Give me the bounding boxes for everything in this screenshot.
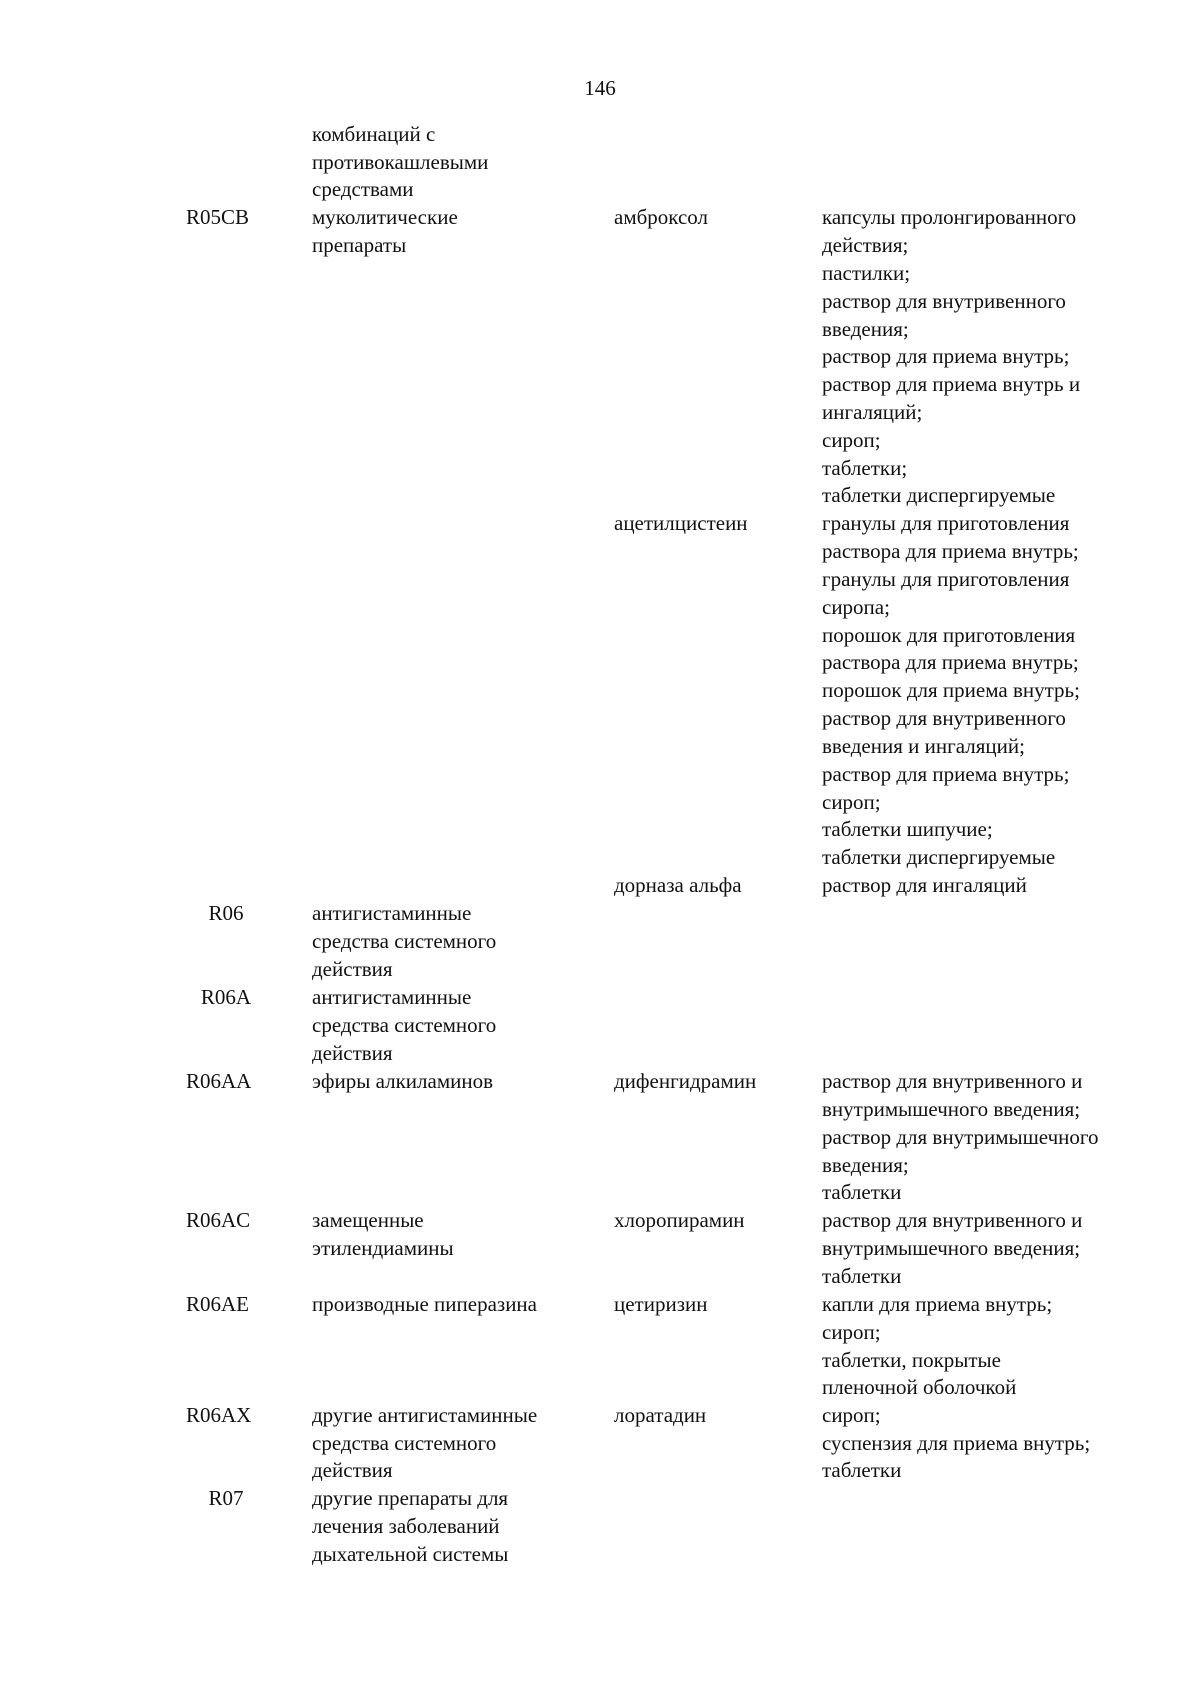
dosage-form-line: таблетки шипучие; — [822, 817, 993, 841]
atc-code: R06 — [208, 901, 244, 925]
drug-name: хлоропирамин — [614, 1208, 745, 1232]
group-name-line: противокашлевыми — [312, 150, 489, 174]
dosage-form-line: таблетки диспергируемые — [822, 483, 1056, 507]
dosage-form-line: раствор для внутривенного — [822, 289, 1066, 313]
dosage-form-line: сироп; — [822, 1320, 881, 1344]
dosage-form-line: внутримышечного введения; — [822, 1097, 1081, 1121]
drug-name: дорназа альфа — [614, 873, 742, 897]
group-name-line: замещенные — [312, 1208, 424, 1232]
group-name-line: лечения заболеваний — [312, 1514, 500, 1538]
dosage-form-line: порошок для приготовления — [822, 623, 1076, 647]
dosage-form-line: таблетки, покрытые — [822, 1348, 1001, 1372]
atc-code: R07 — [208, 1486, 244, 1510]
dosage-form-line: ингаляций; — [822, 400, 923, 424]
dosage-form-line: введения; — [822, 1153, 909, 1177]
dosage-form-line: сироп; — [822, 1403, 881, 1427]
drug-name: амброксол — [614, 205, 708, 229]
atc-code: R06AE — [186, 1292, 249, 1316]
atc-code: R06A — [200, 985, 252, 1009]
page-number: 146 — [584, 76, 616, 100]
dosage-form-line: таблетки — [822, 1180, 902, 1204]
dosage-form-line: раствор для приема внутрь; — [822, 762, 1070, 786]
group-name-line: муколитические — [312, 205, 458, 229]
group-name-line: антигистаминные — [312, 985, 472, 1009]
drug-name: лоратадин — [614, 1403, 707, 1427]
drug-name: цетиризин — [614, 1292, 708, 1316]
atc-code: R06AC — [186, 1208, 251, 1232]
dosage-form-line: гранулы для приготовления — [822, 567, 1070, 591]
dosage-form-line: пленочной оболочкой — [822, 1375, 1017, 1399]
group-name-line: производные пиперазина — [312, 1292, 537, 1316]
dosage-form-line: сироп; — [822, 790, 881, 814]
drug-name: ацетилцистеин — [614, 511, 748, 535]
dosage-form-line: введения и ингаляций; — [822, 734, 1025, 758]
dosage-form-line: внутримышечного введения; — [822, 1236, 1081, 1260]
dosage-form-line: таблетки — [822, 1264, 902, 1288]
group-name-line: средства системного — [312, 1431, 497, 1455]
dosage-form-line: таблетки; — [822, 456, 908, 480]
group-name-line: средства системного — [312, 929, 497, 953]
atc-code: R05CB — [186, 205, 250, 229]
dosage-form-line: таблетки диспергируемые — [822, 845, 1056, 869]
dosage-form-line: раствор для ингаляций — [822, 873, 1027, 897]
dosage-form-line: раствор для внутривенного — [822, 706, 1066, 730]
dosage-form-line: суспензия для приема внутрь; — [822, 1431, 1091, 1455]
group-name-line: действия — [312, 1041, 393, 1065]
group-name-line: комбинаций с — [312, 122, 436, 146]
dosage-form-line: раствор для внутримышечного — [822, 1125, 1099, 1149]
group-name-line: действия — [312, 1458, 393, 1482]
dosage-form-line: раствор для внутривенного и — [822, 1208, 1083, 1232]
dosage-form-line: пастилки; — [822, 261, 911, 285]
dosage-form-line: таблетки — [822, 1458, 902, 1482]
group-name-line: действия — [312, 957, 393, 981]
atc-code: R06AA — [186, 1069, 252, 1093]
dosage-form-line: капсулы пролонгированного — [822, 205, 1077, 229]
dosage-form-line: действия; — [822, 233, 909, 257]
dosage-form-line: раствор для приема внутрь и — [822, 372, 1081, 396]
group-name-line: другие антигистаминные — [312, 1403, 538, 1427]
dosage-form-line: раствора для приема внутрь; — [822, 539, 1079, 563]
dosage-form-line: гранулы для приготовления — [822, 511, 1070, 535]
group-name-line: дыхательной системы — [312, 1542, 509, 1566]
dosage-form-line: порошок для приема внутрь; — [822, 678, 1080, 702]
dosage-form-line: раствор для приема внутрь; — [822, 344, 1070, 368]
group-name-line: препараты — [312, 233, 407, 257]
group-name-line: средства системного — [312, 1013, 497, 1037]
dosage-form-line: раствора для приема внутрь; — [822, 650, 1079, 674]
dosage-form-line: раствор для внутривенного и — [822, 1069, 1083, 1093]
group-name-line: этилендиамины — [312, 1236, 454, 1260]
dosage-form-line: капли для приема внутрь; — [822, 1292, 1053, 1316]
drug-name: дифенгидрамин — [614, 1069, 757, 1093]
dosage-form-line: введения; — [822, 317, 909, 341]
group-name-line: средствами — [312, 177, 414, 201]
dosage-form-line: сироп; — [822, 428, 881, 452]
group-name-line: эфиры алкиламинов — [312, 1069, 494, 1093]
group-name-line: антигистаминные — [312, 901, 472, 925]
dosage-form-line: сиропа; — [822, 595, 890, 619]
group-name-line: другие препараты для — [312, 1486, 509, 1510]
atc-code: R06AX — [186, 1403, 252, 1427]
